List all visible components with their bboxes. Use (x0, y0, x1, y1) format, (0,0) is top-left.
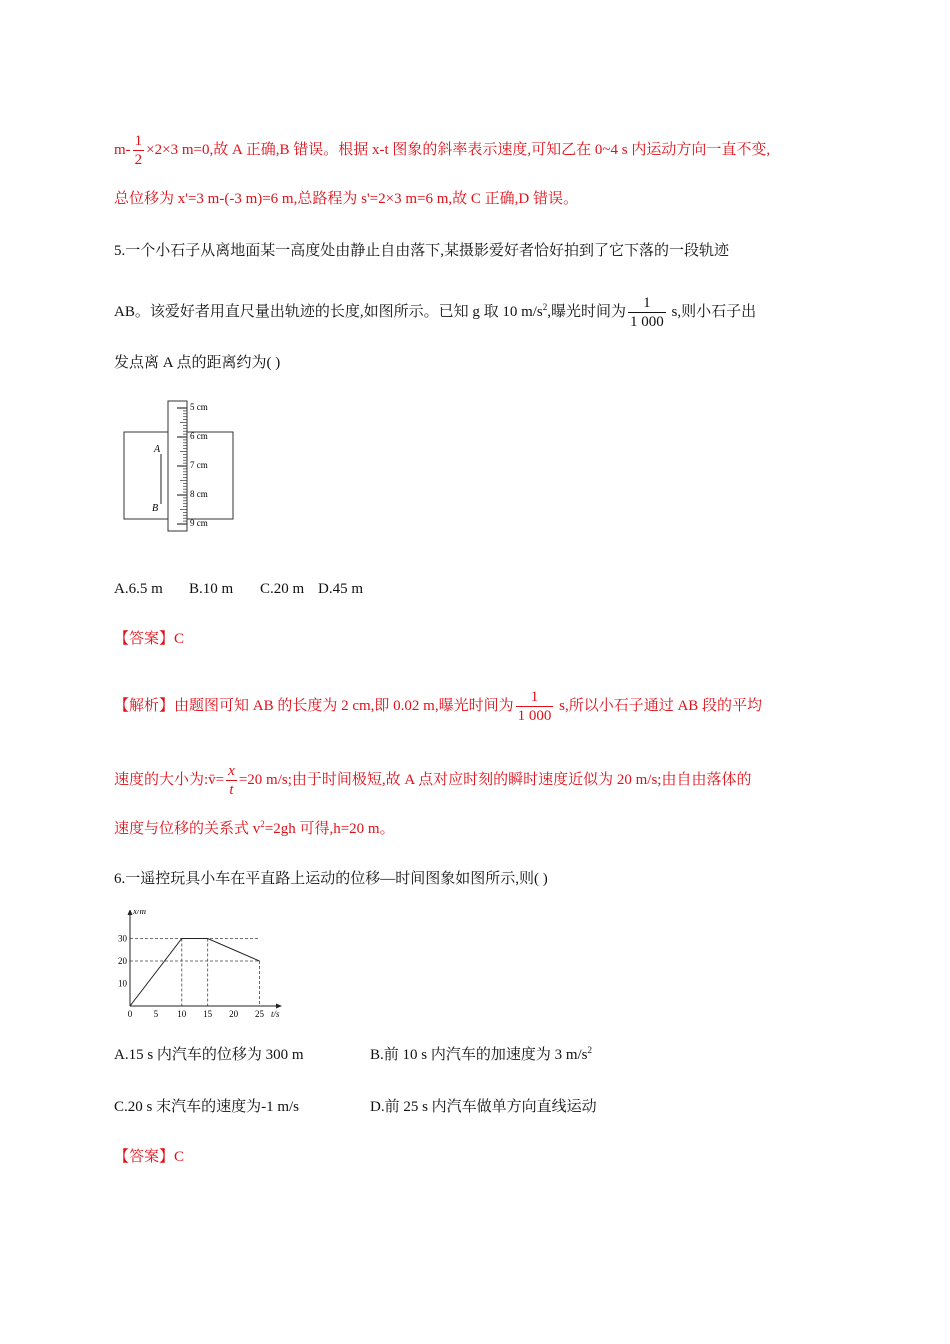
label-b: B (152, 503, 159, 514)
p4-analysis-line-2: 总位移为 x'=3 m-(-3 m)=6 m,总路程为 s'=2×3 m=6 m,故 C 正确,D 错误。 (114, 191, 578, 207)
tick-label-6cm: 6 cm (190, 431, 208, 441)
p4-analysis-line-1: m- $\frac{1}{2}$ ×2×3 m=0,故 A 正确,B 错误。根据 x-t 图象的斜率表示速度,可知乙在 0~4 s 内运动方向一直不变, (114, 133, 771, 168)
q5-stem-line-1: 5.一个小石子从离地面某一高度处由静止自由落下,某摄影爱好者恰好拍到了它下落的一段轨迹 (114, 243, 730, 259)
q5-stem-line-2: AB。该爱好者用直尺量出轨迹的长度,如图所示。已知 g 取 10 $m/s^2$,曝光时间为 $\frac{1}{1 000}$ s,则小石子出 (114, 295, 757, 330)
q6-options-row-1 (114, 1044, 592, 1066)
x-tick-label: 0 (127, 1009, 133, 1019)
q5-option-b[interactable]: B.10 m (189, 581, 234, 597)
ruler-svg (120, 396, 240, 536)
tick-label-5cm: 5 cm (190, 402, 208, 412)
exposure-time-fraction: $\frac{1}{1 000}$ (630, 295, 664, 330)
tick-label-9cm: 9 cm (190, 518, 208, 528)
x-tick-label: 10 (177, 1009, 187, 1019)
q5-analysis-line-1: 【解析】由题图可知 AB 的长度为 2 cm,即 0.02 m,曝光时间为 $\frac{1}{1 000}$ s,所以小石子通过 AB 段的平均 (114, 689, 763, 724)
x-tick-label: 15 (203, 1009, 213, 1019)
xt-chart (112, 910, 287, 1022)
analysis-fraction: $\frac{1}{1 000}$ (517, 689, 552, 724)
tick-label-8cm: 8 cm (190, 489, 208, 499)
chart-guides (130, 939, 259, 1007)
label-a: A (154, 444, 161, 455)
x-tick-label: 20 (229, 1009, 239, 1019)
x-axis-label: t/s (271, 1009, 280, 1019)
q5-answer: 【答案】C (114, 631, 185, 647)
y-tick-label: 30 (118, 933, 127, 944)
fraction-one-half: $\frac{1}{2}$ (134, 133, 143, 168)
x-tick-label: 25 (254, 1009, 264, 1019)
q6-option-b[interactable]: B.前 10 s 内汽车的加速度为 3 $m/s^2$ (370, 1045, 593, 1063)
q6-option-a[interactable]: A.15 s 内汽车的位移为 300 m (114, 1047, 304, 1063)
x-tick-label: 5 (153, 1009, 159, 1019)
q6-option-d[interactable]: D.前 25 s 内汽车做单方向直线运动 (370, 1099, 597, 1115)
q6-option-c[interactable]: C.20 s 末汽车的速度为-1 m/s (114, 1099, 300, 1115)
q5-option-a[interactable]: A.6.5 m (114, 581, 163, 597)
chart-axes (128, 910, 283, 1009)
q6-options-row-2 (114, 1096, 597, 1118)
q5-analysis-line-2: 速度的大小为:v̄= $\frac{x}{t}$ =20 m/s;由于时间极短,故 A 点对应时刻的瞬时速度近似为 20 m/s;由自由落体的 (114, 763, 752, 798)
q5-stem-line-3: 发点离 A 点的距离约为( ) (114, 355, 281, 371)
x-axis-arrow (276, 1004, 282, 1009)
q6-answer: 【答案】C (114, 1149, 185, 1165)
q5-options (114, 578, 363, 600)
tick-label-7cm: 7 cm (190, 460, 208, 470)
y-tick-label: 20 (118, 956, 127, 966)
y-tick-label: 10 (118, 978, 127, 989)
q5-option-d[interactable]: D.45 m (318, 581, 363, 597)
q6-stem: 6.一遥控玩具小车在平直路上运动的位移—时间图象如图所示,则( ) (114, 871, 548, 887)
series-line (130, 939, 259, 1007)
y-axis-arrow (128, 910, 133, 915)
y-axis-label: x/m (133, 910, 146, 916)
ruler-figure (120, 396, 240, 536)
q5-option-c[interactable]: C.20 m (260, 581, 305, 597)
xt-chart-svg (112, 910, 287, 1022)
q5-analysis-line-3: 速度与位移的关系式 $v^2=2gh$ 可得,h=20 m。 (114, 819, 395, 837)
x-over-t-fraction: $\frac{x}{t}$ (228, 763, 235, 798)
